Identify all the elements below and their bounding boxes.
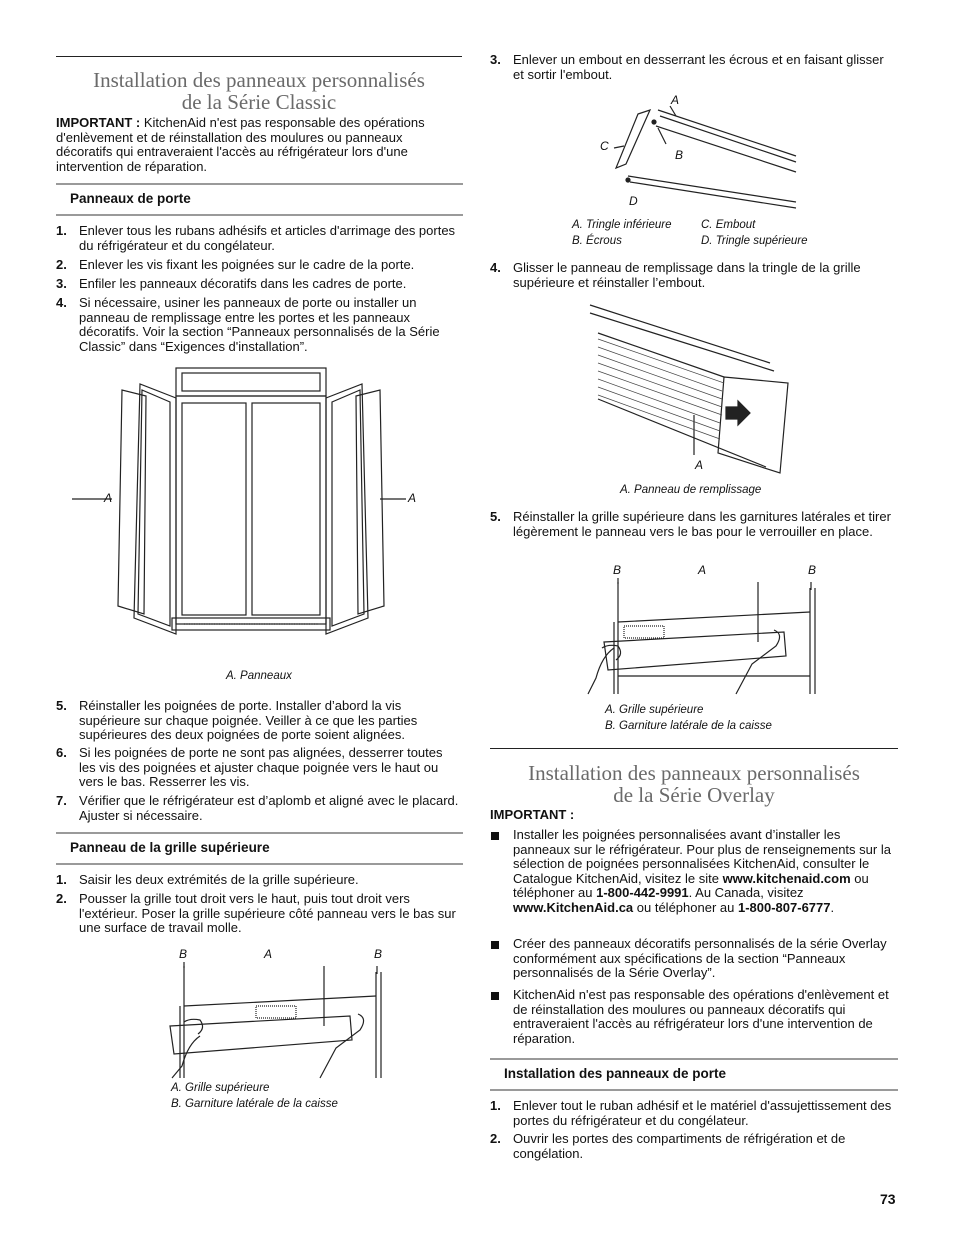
step-number: 7. [56,793,67,808]
step-number: 2. [56,891,67,906]
website-link[interactable]: www.kitchenaid.com [722,870,851,886]
step-text: Enfiler les panneaux décoratifs dans les cadres de porte. [79,276,407,291]
figure-caption: A. Panneau de remplissage [620,484,762,496]
figure-caption: A. Grille supérieure [171,1082,270,1094]
subheading-text: Panneau de la grille supérieure [70,840,270,856]
figure-caption: A. Grille supérieure [605,704,704,716]
list-item [56,746,462,790]
list-item [56,892,462,936]
title-line: Installation des panneaux personnalisés [528,761,860,785]
page-number: 73 [880,1191,896,1207]
figure-label: A [698,563,707,577]
bullet-item [490,988,898,1046]
important-label: IMPORTANT : [490,807,575,822]
figure-label: C [600,139,609,153]
bullet-text: ou téléphoner au [633,899,738,915]
step-text: Réinstaller les poignées de porte. Installer d’abord la vis supérieure sur chaque poignée. Veiller à ce que les parties supérieures des deux poignées de porte soient alignées. [79,698,418,743]
grille-removal-figure [140,962,386,1078]
section-title-overlay [490,762,898,806]
step-number: 5. [490,509,501,524]
refrigerator-doors-figure [116,368,416,638]
bullet-item [490,937,898,981]
bullet-icon [491,941,499,949]
figure-caption: B. Garniture latérale de la caisse [605,720,772,732]
list-item [56,258,462,273]
list-item [56,873,462,888]
figure-label: A [671,93,680,107]
important-note [56,116,462,174]
bullet-text: . Au Canada, visitez [688,885,804,901]
bullet-text: KitchenAid n'est pas responsable des opérations d'enlèvement et de réinstallation des moulures ou panneaux décoratifs qui entraveraient l'accès au réfrigérateur lors d'une intervention de réparation. [513,987,889,1046]
phone-number: 1-800-442-9991 [596,885,689,901]
website-link[interactable]: www.KitchenAid.ca [513,899,634,915]
step-number: 3. [490,52,501,67]
figure-label: A [264,947,273,961]
list-item [490,53,896,82]
figure-label: A [695,458,704,472]
step-number: 6. [56,745,67,760]
step-text: Ouvrir les portes des compartiments de réfrigération et de congélation. [513,1131,846,1161]
subheading-top-grille [56,832,463,865]
section-title-classic [56,69,462,113]
figure-caption: A. Panneaux [226,670,292,682]
bullet-text: . [830,899,835,915]
figure-label: D [629,194,638,208]
figure-caption: D. Tringle supérieure [701,235,808,247]
step-text: Enlever tout le ruban adhésif et le matériel d'assujettissement des portes du réfrigérateur et du congélateur. [513,1098,892,1128]
figure-caption: C. Embout [701,219,756,231]
step-text: Réinstaller la grille supérieure dans les garnitures latérales et tirer légèrement le panneau vers le bas pour le verrouiller en place. [513,509,891,539]
list-item [490,261,896,290]
step-number: 1. [490,1098,501,1113]
step-text: Enlever un embout en desserrant les écrous et en faisant glisser et sortir l'embout. [513,52,884,82]
step-text: Enlever les vis fixant les poignées sur le cadre de la porte. [79,257,415,272]
list-item [490,510,896,539]
step-text: Vérifier que le réfrigérateur est d’aplomb et aligné avec le placard. Ajuster si nécessaire. [79,793,459,823]
figure-label: A [104,491,113,505]
title-line: Installation des panneaux personnalisés [93,68,425,92]
list-item [56,794,462,823]
bullet-text: Installer les poignées personnalisées avant d’installer les panneaux sur le réfrigérateur. Pour plus de renseignements sur la sélection de poignées personnalisées KitchenAid, consulter le Catalogue KitchenAid, visitez le site [513,827,891,886]
important-text: KitchenAid n'est pas responsable des opérations d'enlèvement et de réinstallation des moulures ou panneaux décoratifs qui entraveraient l'accès au réfrigérateur lors d'une intervention de réparation. [56,115,425,174]
end-cap-figure [610,106,800,186]
step-text: Pousser la grille tout droit vers le haut, puis tout droit vers l'extérieur. Poser la grille supérieure côté panneau vers le bas sur une surface de travail molle. [79,891,456,936]
step-text: Enlever tous les rubans adhésifs et articles d'arrimage des portes du réfrigérateur et du congélateur. [79,223,456,253]
bullet-text: Créer des panneaux décoratifs personnalisés de la série Overlay conformément aux spécifications de la section “Panneaux personnalisés de la Série Overlay”. [513,936,887,981]
list-item [56,699,462,743]
subheading-text: Installation des panneaux de porte [504,1066,727,1082]
list-item [56,224,462,253]
subheading-door-install [490,1058,898,1091]
figure-caption: B. Écrous [572,235,622,247]
step-number: 3. [56,276,67,291]
step-number: 2. [490,1131,501,1146]
phone-number: 1-800-807-6777 [737,899,831,915]
figure-label: B [675,148,684,162]
figure-caption: A. Tringle inférieure [572,219,672,231]
grille-reinstall-figure [574,578,820,694]
title-line: de la Série Classic [181,90,337,114]
list-item [490,1132,898,1161]
step-number: 4. [490,260,501,275]
subheading-text: Panneaux de porte [70,191,191,207]
step-number: 2. [56,257,67,272]
step-text: Si nécessaire, usiner les panneaux de porte ou installer un panneau de remplissage entre les portes et les panneaux décoratifs. Voir la section “Panneaux personnalisés de la Série Classic” dans “Exigences d'installation”. [79,295,440,354]
figure-caption: B. Garniture latérale de la caisse [171,1098,338,1110]
important-label: IMPORTANT : [56,115,141,130]
filler-panel-figure [588,305,794,475]
bullet-text: ou téléphoner au [513,870,869,901]
figure-label: B [179,947,188,961]
step-number: 1. [56,223,67,238]
list-item [56,277,462,292]
figure-label: B [374,947,383,961]
bullet-icon [491,992,499,1000]
title-line: de la Série Overlay [613,783,775,807]
subheading-door-panels [56,183,463,216]
top-rule [56,56,462,57]
list-item [56,296,462,354]
step-text: Glisser le panneau de remplissage dans la tringle de la grille supérieure et réinstaller l’embout. [513,260,861,290]
list-item [490,1099,898,1128]
step-text: Saisir les deux extrémités de la grille supérieure. [79,872,359,887]
step-number: 1. [56,872,67,887]
bullet-icon [491,832,499,840]
step-number: 5. [56,698,67,713]
step-text: Si les poignées de porte ne sont pas alignées, desserrer toutes les vis des poignées et ajuster chaque poignée vers le haut ou vers le bas. Resserrer les vis. [79,745,443,790]
step-number: 4. [56,295,67,310]
section-rule [490,748,898,749]
figure-label: A [408,491,417,505]
figure-label: B [808,563,817,577]
bullet-item [490,828,898,916]
figure-label: B [613,563,622,577]
